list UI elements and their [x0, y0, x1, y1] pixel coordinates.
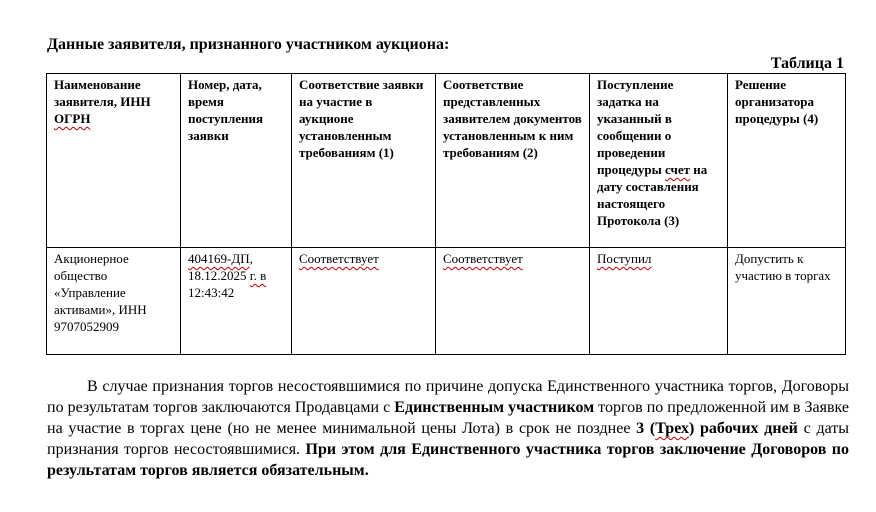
cell-applicant: Акционерное общество «Управление активами», ИНН 9707052909 [47, 248, 181, 355]
header-ogrn: ОГРН [54, 111, 91, 126]
section-heading: Данные заявителя, признанного участником аукциона: [47, 36, 450, 53]
header-decision: Решение организатора процедуры (4) [728, 74, 846, 248]
cell-deposit: Поступил [590, 248, 728, 355]
header-number: Номер, дата, время поступления заявки [181, 74, 292, 248]
header-compliance-application: Соответствие заявки на участие в аукционе установленным требованиям (1) [292, 74, 436, 248]
header-deposit: Поступление задатка на указанный в сообщении о проведении процедуры счет на дату составления настоящего Протокола (3) [590, 74, 728, 248]
header-deposit-account: счет [665, 162, 691, 177]
table-caption: Таблица 1 [770, 55, 844, 72]
cell-compliance-application: Соответствует [292, 248, 436, 355]
bold-single-participant: Единственным участником [394, 399, 595, 416]
single-participant-paragraph: В случае признания торгов несостоявшимися по причине допуска Единственного участника торгов, Договоры по результатам торгов заключаются Продавцами с Единственным участником торгов по предложенной им в Заявке на участие в торгах цене (но не менее минимальной цены Лота) в срок не позднее 3 (Трех) рабочих дней с даты признания торгов несостоявшимися. При этом для Единственного участника торгов заключение Договоров по результатам торгов является обязательным. [47, 378, 850, 479]
cell-compliance-documents: Соответствует [436, 248, 590, 355]
participants-table [46, 73, 846, 355]
cell-number: 404169-ДП, 18.12.2025 г. в 12:43:42 [181, 248, 292, 355]
bold-three-days: 3 (Трех) рабочих дней [636, 420, 798, 437]
cell-decision: Допустить к участию в торгах [728, 248, 846, 355]
table-header-row [47, 74, 846, 248]
table-row [47, 248, 846, 355]
header-applicant: Наименование заявителя, ИНН ОГРН [47, 74, 181, 248]
bold-obligation: При этом для Единственного участника торгов заключение Договоров по результатам торгов является обязательным. [47, 441, 850, 479]
header-compliance-documents: Соответствие представленных заявителем документов установленным к ним требованиям (2) [436, 74, 590, 248]
